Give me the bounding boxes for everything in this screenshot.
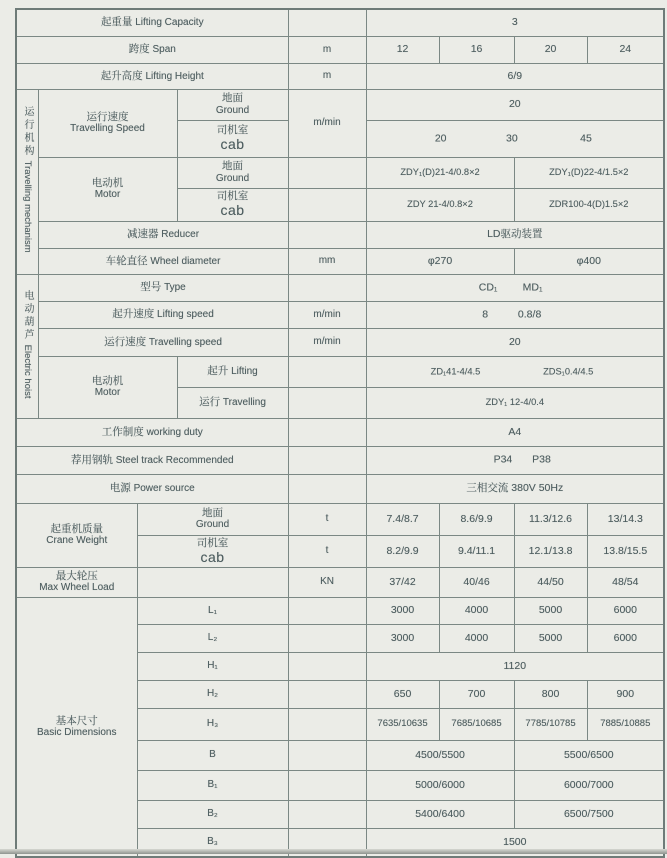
dim-h1-value: 1120 (366, 652, 664, 680)
crane-weight-cab-value-2: 9.4/11.1 (439, 535, 514, 567)
row-hoist-lifting-speed (16, 301, 664, 328)
travelling-sublabel-en: Travelling (222, 397, 266, 408)
span-unit: m (288, 36, 366, 63)
reducer-label-en: Reducer (161, 229, 200, 240)
max-wheel-load-value-4: 48/54 (587, 567, 664, 597)
row-power-source (16, 474, 664, 503)
working-duty-value: A4 (366, 418, 664, 446)
span-value-2: 16 (439, 36, 514, 63)
dim-l2-value-1: 3000 (366, 624, 439, 652)
travel-motor-ground-model-right: ZDY₁(D)22-4/1.5×2 (514, 157, 664, 188)
cab-speed-value-3: 45 (580, 132, 592, 145)
ground-sublabel-zh: 地面 (202, 506, 224, 519)
wheel-diameter-label (38, 248, 288, 274)
hoist-motor-lifting-model-1: ZD₁41-4/4.5 (430, 365, 481, 376)
dim-h2-value-4: 900 (587, 680, 664, 708)
dim-h1-name: H₁ (137, 652, 288, 680)
cab-sublabel-en: cab (220, 202, 245, 219)
dim-l1-unit-empty (288, 597, 366, 624)
hoist-lifting-speed-values (366, 301, 664, 328)
hoist-motor-travelling-sublabel (177, 387, 288, 418)
ground-sublabel-en: Ground (215, 104, 250, 116)
hoist-motor-lifting-values (366, 356, 664, 387)
power-source-label (16, 474, 288, 503)
ground-sublabel-zh: 地面 (222, 160, 244, 173)
travelling-mechanism-label-zh: 运行机构 (21, 106, 33, 159)
travel-motor-cab-sublabel (177, 188, 288, 221)
lifting-height-label (16, 63, 288, 89)
dim-l1-value-4: 6000 (587, 597, 664, 624)
row-hoist-motor-lifting (16, 356, 664, 387)
travel-motor-cab-unit-empty (288, 188, 366, 221)
row-working-duty (16, 418, 664, 446)
steel-track-value-1: P34 (493, 453, 513, 466)
travelling-speed-label-zh: 运行速度 (86, 110, 129, 123)
lifting-capacity-label-zh: 起重量 (100, 16, 133, 29)
lifting-height-label-en: Lifting Height (145, 70, 204, 82)
reducer-unit-empty (288, 221, 366, 248)
span-value-1: 12 (366, 36, 439, 63)
hoist-travelling-speed-unit: m/min (288, 328, 366, 356)
power-source-value: 三相交流 380V 50Hz (366, 474, 664, 503)
travel-motor-ground-unit-empty (288, 157, 366, 188)
row-reducer (16, 221, 664, 248)
lifting-height-label-zh: 起升高度 (100, 69, 143, 82)
dim-b2-value-left: 5400/6400 (366, 800, 514, 828)
travelling-speed-ground-sublabel (177, 89, 288, 120)
section-electric-hoist (16, 274, 38, 418)
span-label-en: Span (152, 44, 176, 55)
lifting-sublabel-zh: 起升 (207, 365, 229, 377)
travelling-mechanism-label-en: Travelling mechanism (21, 160, 33, 253)
travelling-speed-label-en: Travelling Speed (70, 123, 145, 135)
travel-motor-cab-model-right: ZDR100-4(D)1.5×2 (514, 188, 664, 221)
hoist-lifting-speed-unit: m/min (288, 301, 366, 328)
hoist-travelling-speed-label-zh: 运行速度 (104, 335, 147, 348)
crane-weight-label (16, 503, 137, 567)
reducer-label-zh: 减速器 (126, 228, 159, 240)
working-duty-unit-empty (288, 418, 366, 446)
row-lifting-height (16, 63, 664, 89)
dim-h3-value-4: 7885/10885 (587, 708, 664, 740)
dim-b1-unit-empty (288, 770, 366, 800)
dim-h3-value-2: 7685/10685 (439, 708, 514, 740)
basic-dimensions-label-en: Basic Dimensions (37, 727, 117, 739)
span-value-3: 20 (514, 36, 587, 63)
span-label (16, 36, 288, 63)
crane-specification-table (15, 8, 665, 858)
hoist-type-values (366, 274, 664, 301)
hoist-type-unit-empty (288, 274, 366, 301)
wheel-diameter-label-en: Wheel diameter (150, 255, 221, 267)
travelling-sublabel-zh: 运行 (199, 396, 221, 408)
max-wheel-load-label-en: Max Wheel Load (39, 582, 115, 594)
lifting-height-unit: m (288, 63, 366, 89)
ground-sublabel-en: Ground (195, 519, 230, 531)
dim-b3-name: B₃ (137, 828, 288, 857)
hoist-travelling-speed-label (38, 328, 288, 356)
row-span (16, 36, 664, 63)
hoist-lifting-speed-value-2: 0.8/8 (517, 308, 542, 321)
working-duty-label-en: working duty (146, 426, 203, 438)
basic-dimensions-label-zh: 基本尺寸 (55, 714, 98, 727)
section-travelling-mechanism (16, 89, 38, 274)
electric-hoist-label-zh: 电动葫芦 (21, 289, 33, 342)
crane-weight-ground-value-4: 13/14.3 (587, 503, 664, 535)
lifting-capacity-label (16, 9, 288, 36)
hoist-motor-label-en: Motor (94, 387, 121, 399)
crane-weight-cab-value-3: 12.1/13.8 (514, 535, 587, 567)
row-crane-weight-ground (16, 503, 664, 535)
max-wheel-load-sublabel-empty (137, 567, 288, 597)
power-source-label-en: Power source (133, 483, 195, 494)
crane-weight-cab-unit: t (288, 535, 366, 567)
dim-b2-unit-empty (288, 800, 366, 828)
dim-b1-value-left: 5000/6000 (366, 770, 514, 800)
power-source-unit-empty (288, 474, 366, 503)
row-dim-l1 (16, 597, 664, 624)
dim-b-value-right: 5500/6500 (514, 740, 664, 770)
max-wheel-load-label-zh: 最大轮压 (55, 569, 98, 582)
electric-hoist-label-en: Electric hoist (21, 344, 33, 399)
span-value-4: 24 (587, 36, 664, 63)
travel-motor-label-en: Motor (94, 189, 121, 201)
lifting-capacity-value: 3 (366, 9, 664, 36)
travelling-speed-cab-sublabel (177, 120, 288, 157)
cab-sublabel-zh: 司机室 (196, 536, 229, 549)
reducer-label (38, 221, 288, 248)
crane-weight-ground-sublabel (137, 503, 288, 535)
dim-h2-value-2: 700 (439, 680, 514, 708)
dim-h2-value-1: 650 (366, 680, 439, 708)
cab-sublabel-zh: 司机室 (216, 190, 249, 203)
wheel-diameter-unit: mm (288, 248, 366, 274)
hoist-lifting-speed-label-zh: 起升速度 (112, 308, 155, 320)
hoist-lifting-speed-label (38, 301, 288, 328)
dim-b-value-left: 4500/5500 (366, 740, 514, 770)
electric-hoist-vertical-label (22, 290, 33, 399)
row-steel-track (16, 446, 664, 474)
lifting-capacity-unit-empty (288, 9, 366, 36)
hoist-motor-lifting-model-2: ZDS₁0.4/4.5 (543, 365, 594, 376)
max-wheel-load-value-2: 40/46 (439, 567, 514, 597)
hoist-lifting-speed-value-1: 8 (482, 308, 489, 321)
dim-b-unit-empty (288, 740, 366, 770)
reducer-value: LD驱动装置 (366, 221, 664, 248)
hoist-motor-lifting-sublabel (177, 356, 288, 387)
dim-h3-unit-empty (288, 708, 366, 740)
wheel-diameter-right: φ400 (514, 248, 664, 274)
dim-h3-value-1: 7635/10635 (366, 708, 439, 740)
hoist-motor-travelling-unit-empty (288, 387, 366, 418)
steel-track-values (366, 446, 664, 474)
crane-weight-cab-sublabel (137, 535, 288, 567)
travel-motor-ground-model-left: ZDY₁(D)21-4/0.8×2 (366, 157, 514, 188)
working-duty-label-zh: 工作制度 (101, 425, 144, 438)
hoist-motor-label (38, 356, 177, 418)
row-travel-speed-ground (16, 89, 664, 120)
dim-l1-value-2: 4000 (439, 597, 514, 624)
scan-bottom-edge (0, 849, 667, 854)
crane-weight-ground-value-1: 7.4/8.7 (366, 503, 439, 535)
row-travel-motor-ground (16, 157, 664, 188)
hoist-motor-travelling-value: ZDY₁ 12-4/0.4 (366, 387, 664, 418)
hoist-type-value-2: MD₁ (522, 281, 543, 294)
cab-speed-value-1: 20 (434, 132, 447, 145)
dim-h2-name: H₂ (137, 680, 288, 708)
dim-b2-name: B₂ (137, 800, 288, 828)
steel-track-label-en: Steel track Recommended (115, 454, 234, 466)
dim-l2-name: L₂ (137, 624, 288, 652)
steel-track-label (16, 446, 288, 474)
dim-b2-value-right: 6500/7500 (514, 800, 664, 828)
dim-b1-value-right: 6000/7000 (514, 770, 664, 800)
travel-motor-cab-model-left: ZDY 21-4/0.8×2 (366, 188, 514, 221)
wheel-diameter-label-zh: 车轮直径 (105, 254, 148, 267)
dim-b-name: B (137, 740, 288, 770)
cab-sublabel-en: cab (220, 136, 245, 153)
dim-l2-value-3: 5000 (514, 624, 587, 652)
span-label-zh: 跨度 (128, 43, 150, 55)
travelling-speed-cab-values (366, 120, 664, 157)
travelling-speed-unit: m/min (288, 89, 366, 157)
crane-weight-ground-unit: t (288, 503, 366, 535)
dim-b1-name: B₁ (137, 770, 288, 800)
dim-l1-value-3: 5000 (514, 597, 587, 624)
crane-weight-label-en: Crane Weight (46, 535, 108, 547)
hoist-type-label (38, 274, 288, 301)
dim-l2-unit-empty (288, 624, 366, 652)
row-hoist-type (16, 274, 664, 301)
crane-weight-label-zh: 起重机质量 (50, 522, 103, 535)
crane-weight-ground-value-3: 11.3/12.6 (514, 503, 587, 535)
steel-track-label-zh: 荐用钢轨 (70, 453, 113, 466)
travel-motor-ground-sublabel (177, 157, 288, 188)
max-wheel-load-value-1: 37/42 (366, 567, 439, 597)
wheel-diameter-left: φ270 (366, 248, 514, 274)
max-wheel-load-unit: KN (288, 567, 366, 597)
travelling-mechanism-vertical-label (22, 106, 33, 253)
dim-b3-value: 1500 (366, 828, 664, 857)
dim-h1-unit-empty (288, 652, 366, 680)
working-duty-label (16, 418, 288, 446)
ground-sublabel-zh: 地面 (222, 92, 244, 105)
travelling-speed-ground-value: 20 (366, 89, 664, 120)
hoist-travelling-speed-label-en: Travelling speed (148, 336, 222, 348)
travel-motor-label (38, 157, 177, 221)
dim-l1-value-1: 3000 (366, 597, 439, 624)
basic-dimensions-label (16, 597, 137, 857)
row-hoist-travelling-speed (16, 328, 664, 356)
max-wheel-load-value-3: 44/50 (514, 567, 587, 597)
lifting-height-value: 6/9 (366, 63, 664, 89)
row-lifting-capacity (16, 9, 664, 36)
crane-weight-ground-value-2: 8.6/9.9 (439, 503, 514, 535)
dim-h2-value-3: 800 (514, 680, 587, 708)
cab-sublabel-en: cab (200, 548, 225, 565)
hoist-travelling-speed-value: 20 (366, 328, 664, 356)
power-source-label-zh: 电源 (109, 482, 131, 494)
hoist-motor-lifting-unit-empty (288, 356, 366, 387)
dim-l1-name: L₁ (137, 597, 288, 624)
hoist-lifting-speed-label-en: Lifting speed (157, 309, 214, 320)
dim-h2-unit-empty (288, 680, 366, 708)
steel-track-unit-empty (288, 446, 366, 474)
cab-speed-value-2: 30 (505, 132, 518, 145)
lifting-sublabel-en: Lifting (231, 366, 258, 377)
row-max-wheel-load (16, 567, 664, 597)
cab-sublabel-zh: 司机室 (216, 124, 249, 137)
travel-motor-label-zh: 电动机 (91, 176, 124, 189)
hoist-type-label-zh: 型号 (140, 281, 162, 293)
row-wheel-diameter (16, 248, 664, 274)
travelling-speed-label (38, 89, 177, 157)
dim-l2-value-2: 4000 (439, 624, 514, 652)
hoist-motor-label-zh: 电动机 (91, 374, 124, 387)
dim-h3-value-3: 7785/10785 (514, 708, 587, 740)
hoist-type-value-1: CD₁ (478, 281, 498, 294)
hoist-type-label-en: Type (164, 282, 186, 293)
max-wheel-load-label (16, 567, 137, 597)
lifting-capacity-label-en: Lifting Capacity (135, 17, 204, 29)
dim-h3-name: H₃ (137, 708, 288, 740)
ground-sublabel-en: Ground (215, 172, 250, 184)
crane-weight-cab-value-4: 13.8/15.5 (587, 535, 664, 567)
crane-weight-cab-value-1: 8.2/9.9 (366, 535, 439, 567)
dim-l2-value-4: 6000 (587, 624, 664, 652)
steel-track-value-2: P38 (532, 453, 551, 466)
